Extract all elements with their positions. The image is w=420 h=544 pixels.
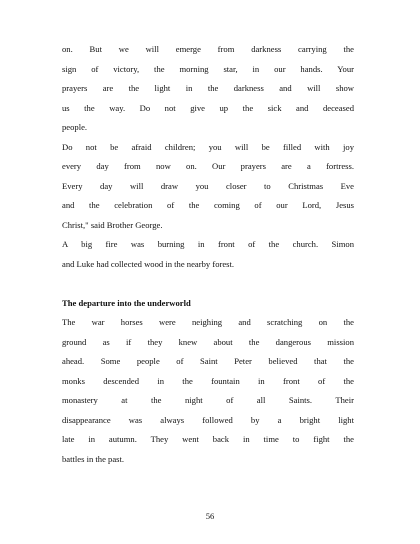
text-line: prayers are the light in the darkness and will show bbox=[62, 83, 354, 93]
text-line: monks descended in the fountain in front of the bbox=[62, 375, 354, 386]
paragraph bbox=[62, 313, 354, 469]
paragraph bbox=[62, 40, 354, 138]
text-line: sign of victory, the morning star, in our hands. Your bbox=[62, 63, 354, 74]
text-line: ground as if they knew about the dangerous mission bbox=[62, 336, 354, 347]
body-text bbox=[62, 40, 354, 469]
text-line: people. bbox=[62, 122, 88, 132]
text-line: Christ," said Brother George. bbox=[62, 219, 163, 230]
section-heading: The departure into the underworld bbox=[62, 297, 191, 308]
text-line: on. But we will emerge from darkness carrying the bbox=[62, 44, 354, 54]
page-number: 56 bbox=[205, 511, 215, 521]
text-line: The war horses were neighing and scratching on the bbox=[62, 317, 354, 327]
text-line: Every day will draw you closer to Christmas Eve bbox=[62, 180, 354, 191]
text-line: ahead. Some people of Saint Peter believed that the bbox=[62, 356, 354, 366]
text-line: every day from now on. Our prayers are a fortress. bbox=[62, 161, 354, 171]
text-line: A big fire was burning in front of the church. Simon bbox=[62, 239, 354, 249]
text-line: and the celebration of the coming of our Lord, Jesus bbox=[62, 200, 354, 210]
text-line: late in autumn. They went back in time to fight the bbox=[62, 434, 354, 444]
paragraph bbox=[62, 138, 354, 236]
text-line: Do not be afraid children; you will be filled with joy bbox=[62, 141, 354, 152]
paragraph bbox=[62, 235, 354, 274]
paragraph-gap bbox=[62, 274, 354, 294]
text-line: battles in the past. bbox=[62, 453, 125, 464]
text-line: disappearance was always followed by a bright light bbox=[62, 414, 354, 425]
text-line: and Luke had collected wood in the nearby forest. bbox=[62, 258, 235, 269]
text-line: us the way. Do not give up the sick and deceased bbox=[62, 102, 354, 113]
text-line: monastery at the night of all Saints. Their bbox=[62, 395, 354, 405]
